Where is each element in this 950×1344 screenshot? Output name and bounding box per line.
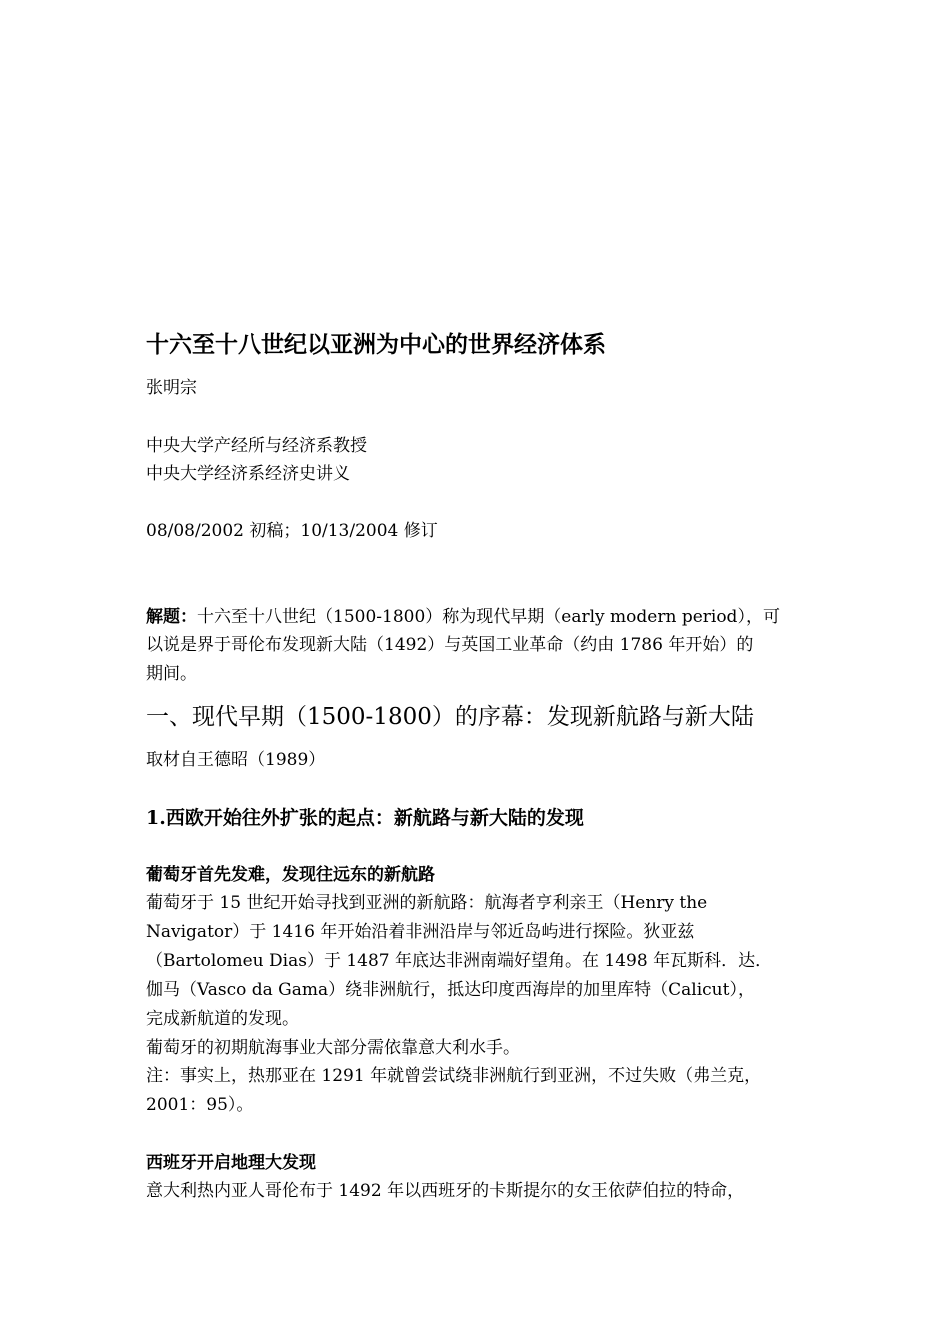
portugal-line-5: 完成新航道的发现。 <box>146 1009 299 1029</box>
subsection-1-heading: 1.西欧开始往外扩张的起点：新航路与新大陆的发现 <box>146 807 584 829</box>
section-1-heading: 一、现代早期（1500-1800）的序幕：发现新航路与新大陆 <box>146 704 754 730</box>
intro-line-2: 以说是界于哥伦布发现新大陆（1492）与英国工业革命（约由 1786 年开始）的 <box>146 635 754 655</box>
intro-label: 解题： <box>146 607 197 627</box>
intro-line-3: 期间。 <box>146 664 197 684</box>
revision-dates: 08/08/2002 初稿；10/13/2004 修订 <box>146 521 438 541</box>
document-title: 十六至十八世纪以亚洲为中心的世界经济体系 <box>146 331 606 358</box>
portugal-note-line-2: 2001：95）。 <box>146 1095 254 1115</box>
intro-line-1 <box>146 603 780 631</box>
author-name: 张明宗 <box>146 378 197 398</box>
portugal-line-4: 伽马（Vasco da Gama）绕非洲航行，抵达印度西海岸的加里库特（Calicut）， <box>146 980 755 1000</box>
intro-text-1: 十六至十八世纪（1500-1800）称为现代早期（early modern period），可 <box>197 607 780 627</box>
portugal-note-line-1: 注：事实上，热那亚在 1291 年就曾尝试绕非洲航行到亚洲，不过失败（弗兰克， <box>146 1066 762 1086</box>
affiliation-line-2: 中央大学经济系经济史讲义 <box>146 464 350 484</box>
affiliation-line-1: 中央大学产经所与经济系教授 <box>146 436 367 456</box>
portugal-line-2: Navigator）于 1416 年开始沿着非洲沿岸与邻近岛屿进行探险。狄亚兹 <box>146 922 695 942</box>
portugal-line-3: （Bartolomeu Dias）于 1487 年底达非洲南端好望角。在 1498 年瓦斯科．达． <box>146 951 773 971</box>
spain-heading: 西班牙开启地理大发现 <box>146 1153 316 1173</box>
portugal-line-1: 葡萄牙于 15 世纪开始寻找到亚洲的新航路：航海者亨利亲王（Henry the <box>146 893 708 913</box>
portugal-heading: 葡萄牙首先发难，发现往远东的新航路 <box>146 865 435 885</box>
spain-line-1: 意大利热内亚人哥伦布于 1492 年以西班牙的卡斯提尔的女王依萨伯拉的特命， <box>146 1181 745 1201</box>
section-1-source: 取材自王德昭（1989） <box>146 750 326 770</box>
portugal-line-6: 葡萄牙的初期航海事业大部分需依靠意大利水手。 <box>146 1038 520 1058</box>
